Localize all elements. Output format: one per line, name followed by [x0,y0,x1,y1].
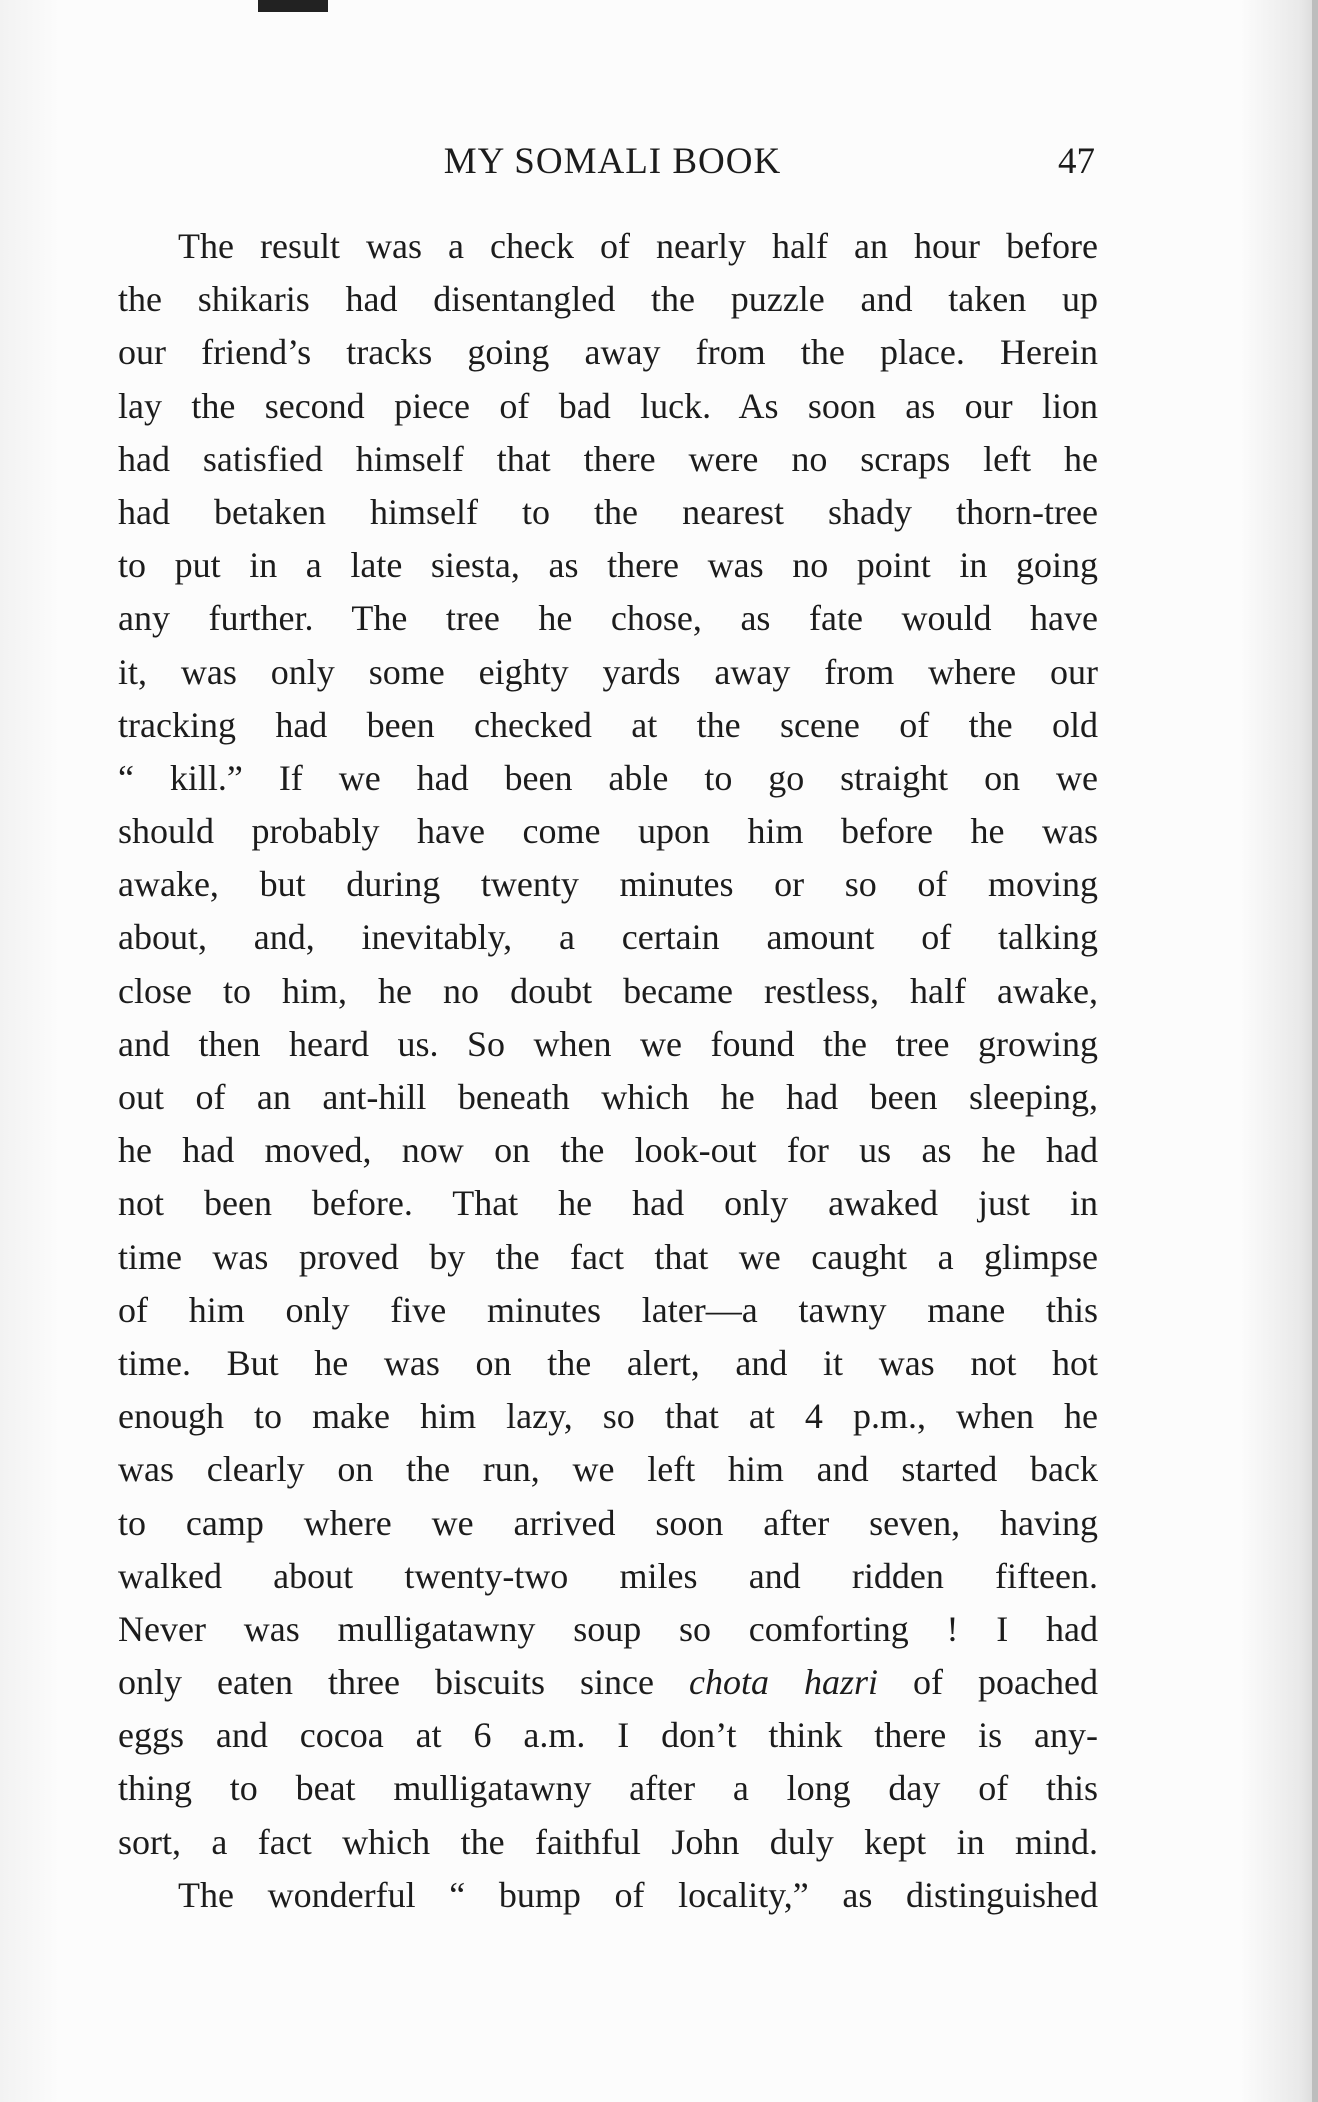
text-line: walked about twenty-two miles and ridden fifteen. [118,1555,1098,1596]
text-line: close to him, he no doubt became restless, half awake, [118,970,1098,1011]
ink-mark [258,0,328,12]
page-edge-shadow [1312,0,1318,2102]
text-line: not been before. That he had only awaked just in [118,1183,1098,1224]
text-line: should probably have come upon him before he was [118,811,1098,852]
text-line: tracking had been checked at the scene of the old [118,704,1098,745]
text-fragment: of poached [878,1662,1098,1703]
running-head: MY SOMALI BOOK [443,141,782,182]
text-line: out of an ant-hill beneath which he had been sleeping, [118,1077,1098,1117]
text-line: had satisfied himself that there were no scraps left he [118,438,1098,479]
text-line: it, was only some eighty yards away from where our [118,651,1098,692]
page-number: 47 [1058,141,1095,182]
text-line: awake, but during twenty minutes or so of moving [118,864,1098,905]
text-line [118,1656,1098,1709]
text-line: The result was a check of nearly half an hour before [178,226,1098,266]
text-line: The wonderful “ bump of locality,” as distinguished [178,1874,1098,1915]
text-line: sort, a fact which the faithful John duly kept in mind. [118,1821,1098,1862]
text-line: about, and, inevitably, a certain amount of talking [118,917,1098,958]
text-line: to put in a late siesta, as there was no point in going [118,545,1098,586]
text-line: “ kill.” If we had been able to go straight on we [118,757,1098,798]
italic-term: chota hazri [688,1662,879,1703]
text-line: time was proved by the fact that we caught a glimpse [118,1236,1098,1277]
text-line: eggs and cocoa at 6 a.m. I don’t think there is any- [118,1715,1098,1756]
text-line: our friend’s tracks going away from the place. Herein [118,332,1098,373]
text-line: Never was mulligatawny soup so comforting ! I had [118,1608,1098,1649]
text-line: he had moved, now on the look-out for us as he had [118,1130,1098,1171]
text-line: lay the second piece of bad luck. As soon as our lion [118,385,1098,426]
text-line: and then heard us. So when we found the tree growing [118,1023,1098,1064]
text-fragment: only eaten three biscuits since [118,1662,689,1703]
page-header [130,140,1095,200]
text-line: time. But he was on the alert, and it was not hot [118,1342,1098,1383]
text-line: was clearly on the run, we left him and started back [118,1449,1098,1490]
text-line: thing to beat mulligatawny after a long day of this [118,1768,1098,1809]
text-line: the shikaris had disentangled the puzzle and taken up [118,279,1098,320]
text-line: to camp where we arrived soon after seven, having [118,1502,1098,1543]
text-line: had betaken himself to the nearest shady thorn-tree [118,491,1098,532]
text-line: enough to make him lazy, so that at 4 p.m., when he [118,1396,1098,1437]
text-line: any further. The tree he chose, as fate would have [118,598,1098,639]
body-text [118,220,1098,1922]
text-line: of him only five minutes later—a tawny mane this [118,1289,1098,1330]
